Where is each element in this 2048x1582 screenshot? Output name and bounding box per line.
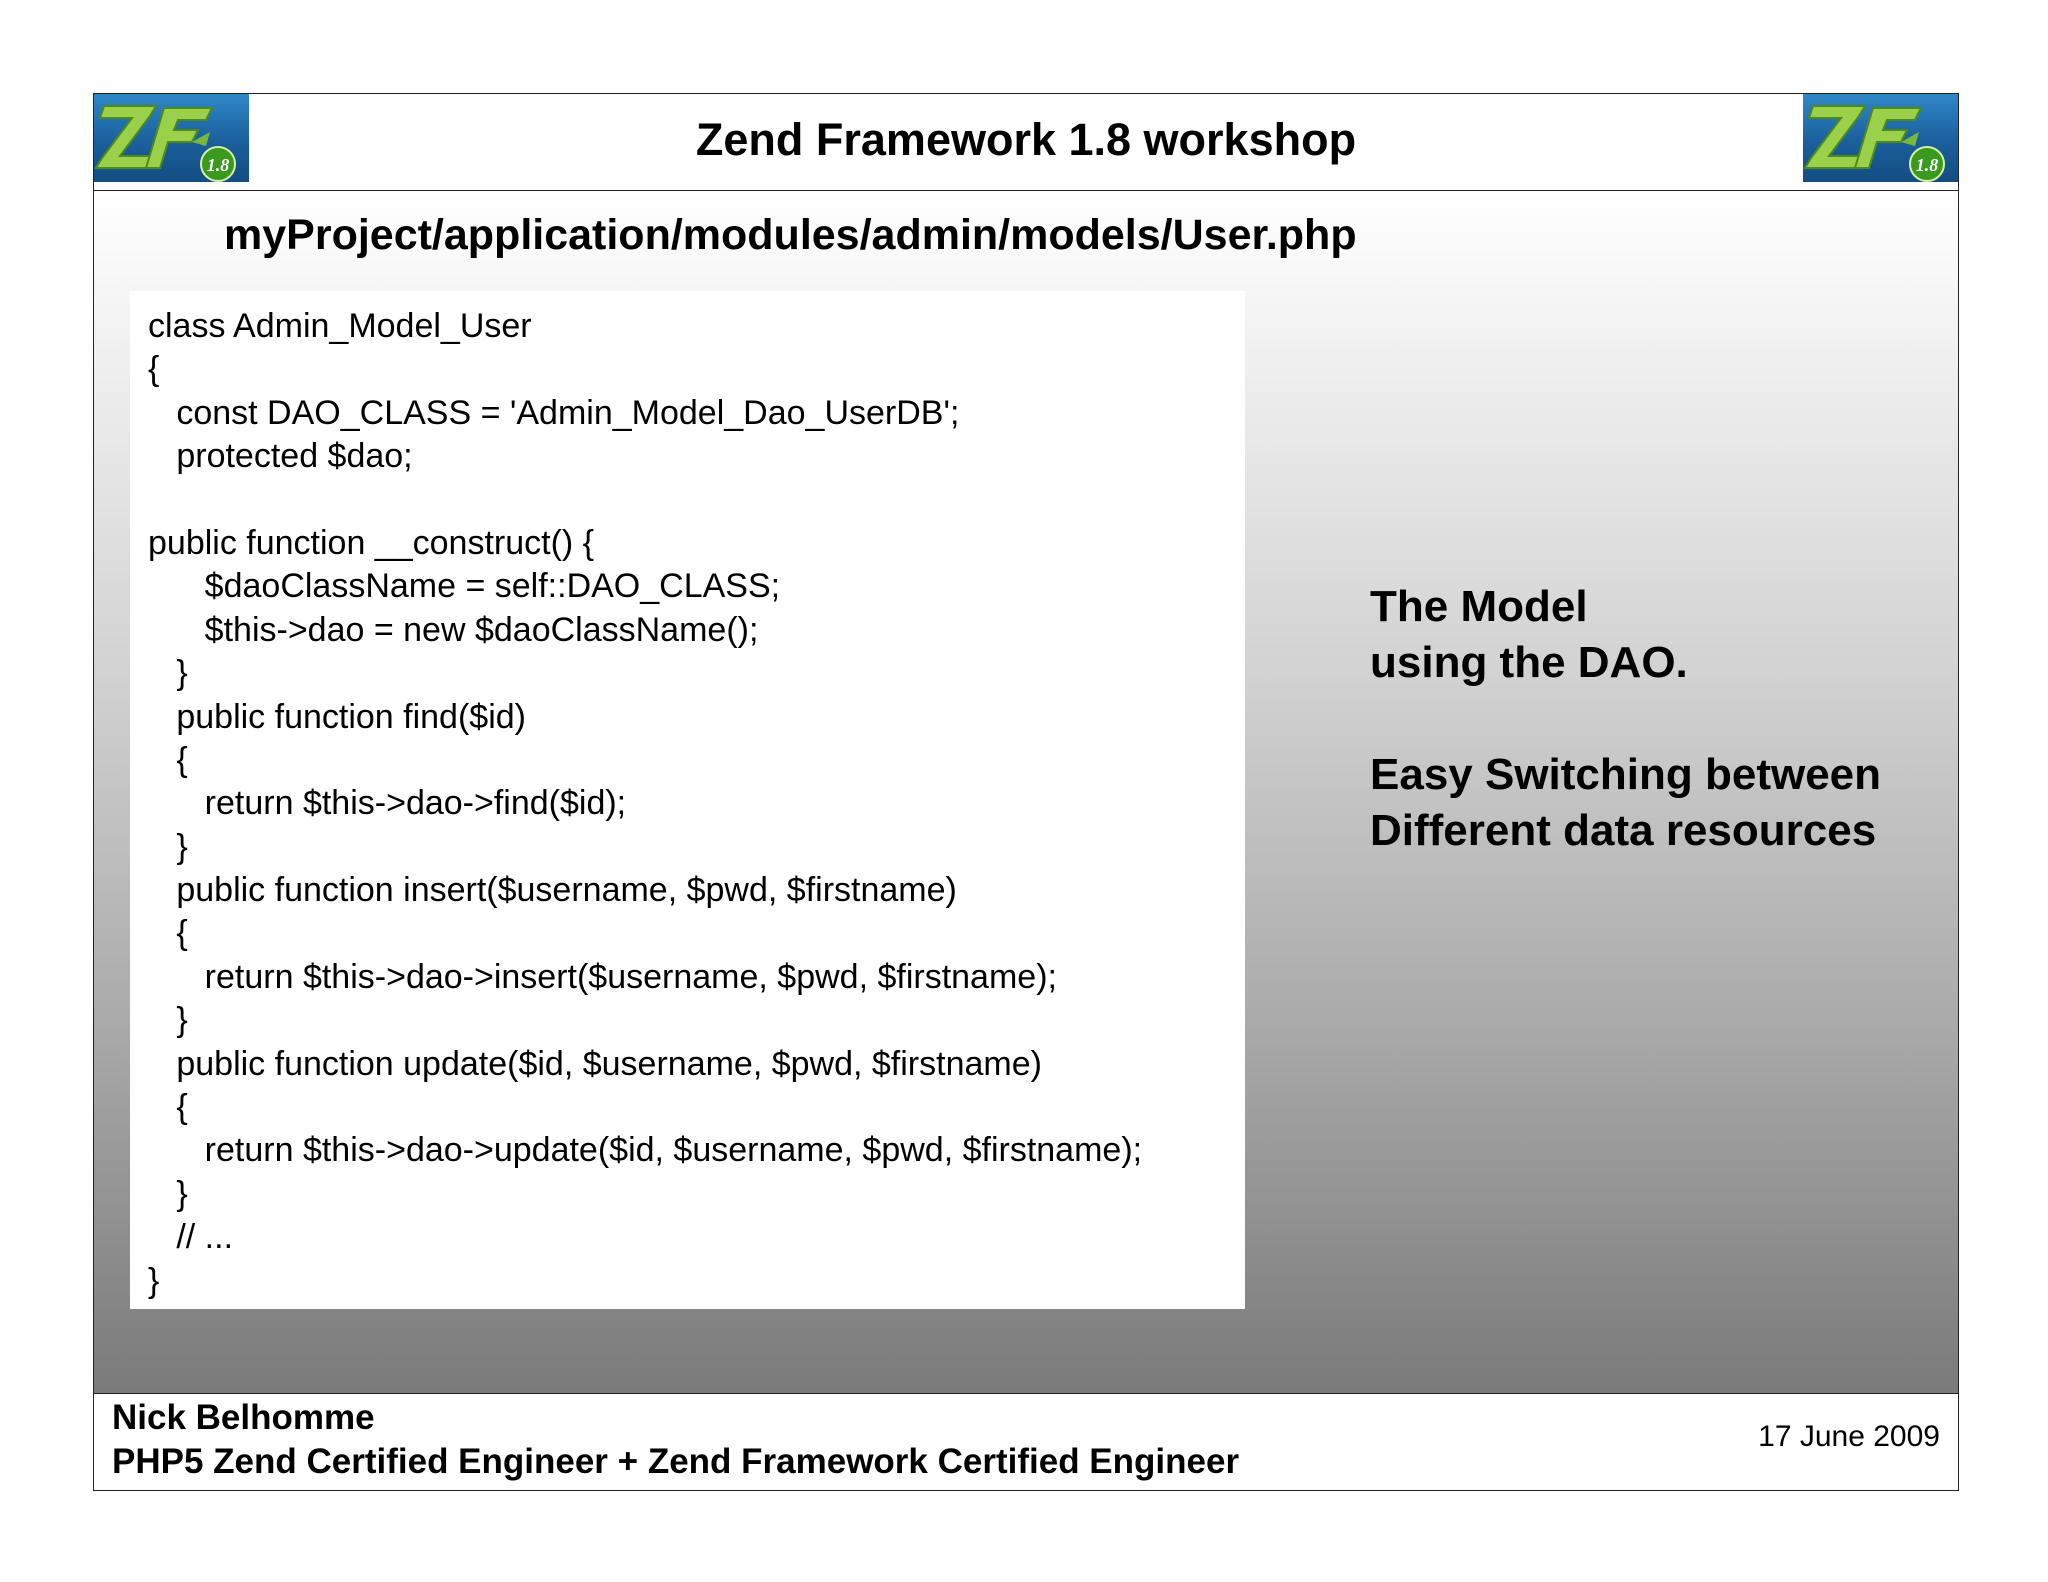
slide — [93, 93, 1959, 1491]
logo-badge-text: 1.8 — [1915, 155, 1939, 175]
code-line: return $this->dao->insert($username, $pwd, $firstname); — [148, 957, 1057, 996]
code-line: public function update($id, $username, $pwd, $firstname) — [148, 1044, 1042, 1083]
code-line: public function __construct() { — [148, 523, 595, 562]
code-line: protected $dao; — [148, 437, 413, 476]
slide-content — [94, 191, 1958, 1393]
code-line: { — [148, 914, 188, 953]
code-line: return $this->dao->update($id, $username, $pwd, $firstname); — [148, 1131, 1143, 1170]
code-line: } — [148, 1174, 188, 1213]
slide-title: Zend Framework 1.8 workshop — [695, 114, 1357, 165]
slide-footer — [94, 1393, 1958, 1490]
code-line: } — [148, 654, 188, 693]
code-line: } — [148, 827, 188, 866]
code-lines — [148, 305, 1142, 1303]
side-note — [1370, 579, 1881, 859]
author-name: Nick Belhomme — [112, 1398, 375, 1437]
code-line: class Admin_Model_User — [148, 307, 532, 345]
note-line: Different data resources — [1370, 806, 1877, 855]
logo-badge-text: 1.8 — [206, 155, 230, 175]
note-spacer — [1370, 691, 1881, 747]
code-block — [130, 291, 1245, 1309]
author-credential: PHP5 Zend Certified Engineer + Zend Framework Certified Engineer — [112, 1442, 1240, 1481]
code-line: const DAO_CLASS = 'Admin_Model_Dao_UserDB'; — [148, 393, 960, 432]
note-line: Easy Switching between — [1370, 750, 1882, 799]
code-line: $this->dao = new $daoClassName(); — [148, 610, 759, 649]
code-line: $daoClassName = self::DAO_CLASS; — [148, 567, 781, 606]
zf-logo-right — [1803, 94, 1958, 182]
code-line: { — [148, 350, 160, 389]
code-line: public function find($id) — [148, 697, 526, 736]
note-line: using the DAO. — [1370, 638, 1688, 687]
code-line: // ... — [148, 1218, 234, 1257]
presentation-date: 17 June 2009 — [1758, 1420, 1940, 1453]
code-line: public function insert($username, $pwd, $firstname) — [148, 871, 957, 910]
code-line: } — [148, 1001, 188, 1040]
code-line: { — [148, 740, 188, 779]
code-line: { — [148, 1088, 188, 1127]
file-path-heading: myProject/application/modules/admin/models/User.php — [224, 211, 1357, 259]
note-line: The Model — [1370, 582, 1588, 631]
slide-header — [94, 94, 1958, 191]
code-line — [148, 479, 1142, 522]
code-line: return $this->dao->find($id); — [148, 784, 627, 823]
code-line: } — [148, 1261, 160, 1300]
